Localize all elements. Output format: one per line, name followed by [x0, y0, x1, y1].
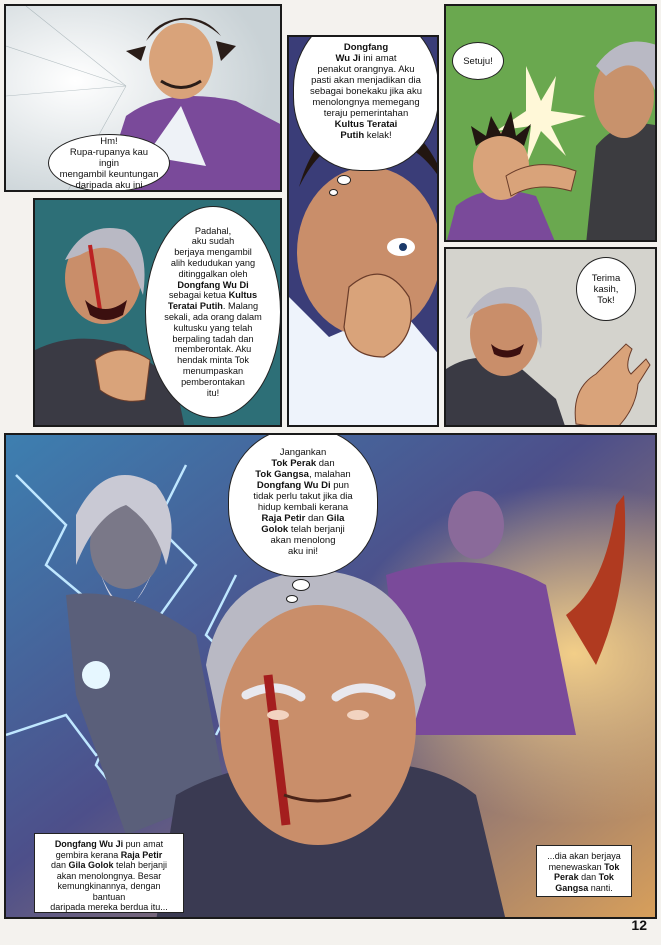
panel-3: [444, 4, 657, 242]
bubble-line: Jangankan: [279, 447, 327, 458]
thought-bubble: Jangankan Tok Perak dan Tok Gangsa, malahan Dongfang Wu Di pun tidak perlu takut jika dia hidup kembali kerana Raja Petir dan Gila Golok telah berjanji akan menolong aku ini!: [228, 433, 378, 577]
bubble-line: hidup kembali kerana: [257, 502, 349, 513]
bubble-line: kasih,: [593, 283, 619, 295]
bubble-line: aku ini!: [287, 546, 319, 557]
bubble-line: memberontak. Aku: [174, 344, 252, 355]
bubble-line: mengambil keuntungan: [59, 168, 159, 180]
thought-bubble: Dongfang Wu Ji ini amat penakut orangnya. Aku pasti akan menjadikan dia sebagai bonekaku jika aku menolongnya memegang teraju pemerintahan Kultus Teratai Putih kelak!: [293, 35, 439, 171]
panel-6: [444, 247, 657, 427]
bubble-line: aku sudah: [191, 236, 235, 247]
bubble-line: tidak perlu takut jika dia: [253, 491, 353, 502]
bubble-line: Setuju!: [463, 55, 493, 67]
bubble-line: menolongnya memegang: [312, 96, 420, 108]
bubble-line: kultusku yang telah: [173, 322, 253, 333]
thought-dot: [292, 579, 310, 591]
bubble-line: Hm!: [100, 135, 118, 147]
bubble-line: Terima: [591, 272, 621, 284]
caption-line: daripada mereka berdua itu...: [50, 902, 168, 912]
bubble-line: hendak minta Tok: [177, 355, 249, 366]
thought-dot: [329, 189, 338, 196]
bubble-line: Padahal,: [194, 225, 232, 236]
bubble-line: penakut orangnya. Aku: [317, 63, 415, 75]
panel-7: [4, 433, 657, 919]
panel-4: [33, 198, 282, 427]
bubble-line: pasti akan menjadikan dia: [311, 74, 421, 86]
bubble-line: Rupa-rupanya kau ingin: [69, 146, 149, 169]
thought-dot: [286, 595, 298, 603]
bubble-line: alih kedudukan yang: [170, 258, 256, 269]
bubble-line: daripada aku ini: [75, 179, 143, 191]
bubble-line: sebagai bonekaku jika aku: [310, 85, 422, 97]
caption-line: ...dia akan berjaya: [547, 851, 621, 861]
bubble-line: sekali, ada orang dalam: [164, 312, 262, 322]
narration-box-left: Dongfang Wu Ji pun amat gembira kerana Raja Petir dan Gila Golok telah berjanji akan menolongnya. Besar kemungkinannya, dengan bantuan daripada mereka berdua itu...: [34, 833, 184, 913]
bubble-line: itu!: [206, 387, 220, 398]
thought-dot: [337, 175, 351, 185]
bubble-line: pemberontakan: [181, 376, 245, 387]
speech-bubble: [48, 134, 170, 192]
bubble-line: menumpaskan: [182, 365, 244, 376]
speech-bubble: [452, 42, 504, 80]
speech-bubble: Padahal, aku sudah berjaya mengambil alih kedudukan yang ditinggalkan oleh Dongfang Wu Di sebagai ketua Kultus Teratai Putih. Malang sekali, ada orang dalam kultusku yang telah berpaling tadah dan memberontak. Aku hendak minta Tok menumpaskan pemberontakan itu!: [145, 206, 281, 418]
bubble-line: teraju pemerintahan: [323, 107, 409, 119]
assassin-face: [448, 491, 504, 559]
caption-line: akan menolongnya. Besar: [56, 870, 162, 881]
caption-line: kemungkinannya, dengan bantuan: [57, 881, 161, 902]
panel-2: [287, 35, 439, 427]
bubble-line: Tok!: [597, 294, 615, 306]
bubble-line: berjaya mengambil: [174, 247, 252, 258]
bubble-line: berpaling tadah dan: [172, 333, 254, 344]
bubble-line: akan menolong: [270, 535, 336, 546]
main-face: [220, 605, 416, 845]
bubble-line: ditinggalkan oleh: [178, 268, 248, 279]
narration-box-right: ...dia akan berjaya menewaskan Tok Perak dan Tok Gangsa nanti.: [536, 845, 632, 897]
page-number: 12: [631, 917, 647, 933]
energy-orb: [82, 661, 110, 689]
panel-1: [4, 4, 282, 192]
speech-bubble: [576, 257, 636, 321]
